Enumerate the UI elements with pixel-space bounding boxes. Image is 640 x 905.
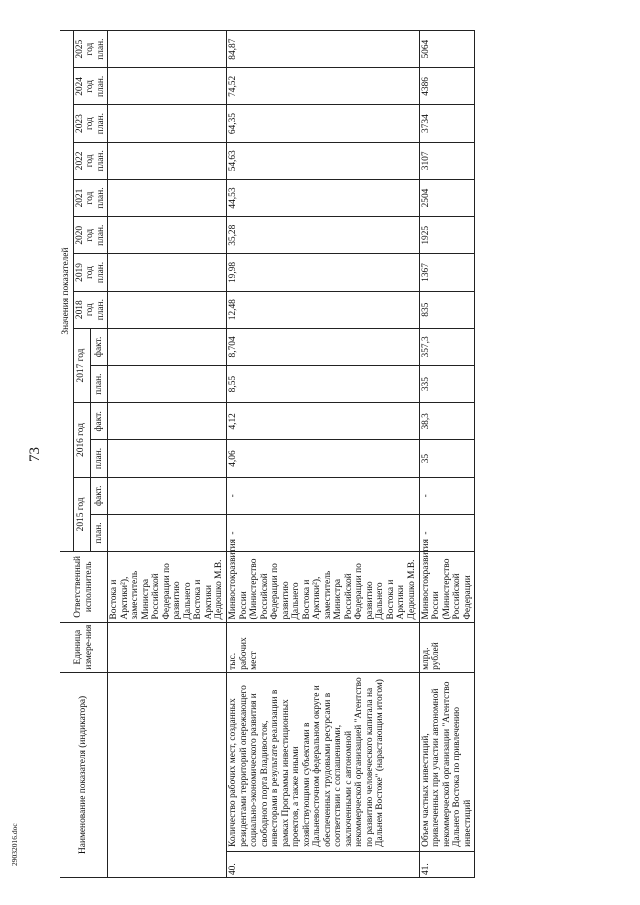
indicator-unit: тыс. рабочих мест: [226, 622, 419, 672]
value-2015-plan: -: [419, 514, 475, 551]
header-responsible: Ответственный исполнитель: [60, 552, 108, 622]
value-2016-fact: 38,3: [419, 403, 475, 440]
value-2018-plan: 12,48: [226, 291, 419, 328]
value-2016-plan: 35: [419, 440, 475, 477]
header-2016-fact: факт.: [90, 403, 107, 440]
header-year-2017: 2017 год: [73, 328, 90, 402]
indicators-table: [60, 30, 475, 878]
value-2024-plan: 4386: [419, 68, 475, 105]
value-2015-fact: -: [419, 477, 475, 514]
row-number: 41.: [419, 851, 475, 877]
rotated-table-area: [60, 30, 588, 878]
value-2015-fact: -: [226, 477, 419, 514]
header-2016-plan: план.: [90, 440, 107, 477]
continuation-row: [108, 31, 227, 878]
header-2017-fact: факт.: [90, 328, 107, 365]
continuation-responsible: Востока и Арктики²), заместитель Министра Российской Федерации по развитию Дальнего Востока и Арктики Дедюшко М.В.: [108, 552, 227, 622]
footer-doc-code: 29032016.doc: [10, 823, 19, 866]
value-2025-plan: 5064: [419, 31, 475, 68]
value-2024-plan: 74,52: [226, 68, 419, 105]
value-2025-plan: 84,87: [226, 31, 419, 68]
value-2016-plan: 4,06: [226, 440, 419, 477]
value-2021-plan: 2504: [419, 179, 475, 216]
value-2022-plan: 3107: [419, 142, 475, 179]
header-name: Наименование показателя (индикатора): [60, 672, 108, 877]
value-2023-plan: 3734: [419, 105, 475, 142]
indicator-name: Объем частных инвестиций, привлеченных при участии автономной некоммерческой организации "Агентство Дальнего Востока по привлечению инвестиций: [419, 672, 475, 851]
value-2015-plan: -: [226, 514, 419, 551]
header-2017-plan: план.: [90, 366, 107, 403]
value-2023-plan: 64,35: [226, 105, 419, 142]
indicator-responsible: Минвостокразвития России (Министерство Российской Федерации: [419, 552, 475, 622]
header-year-2015: 2015 год: [73, 477, 90, 551]
header-year-2022: 2022 год план.: [73, 142, 108, 179]
table-row-41: [419, 31, 475, 878]
header-year-2018: 2018 год план.: [73, 291, 108, 328]
header-year-2025: 2025 год план.: [73, 31, 108, 68]
indicator-name: Количество рабочих мест, созданных резидентами территорий опережающего социально-экономического развития и свободного порта Владивосток, инвесторами в результате реализации в рамках Программы инвестиционных проектов, а также иными хозяйствующими субъектами в Дальневосточном федеральном округе и обеспеченных трудовыми ресурсами в соответствии с соглашениями, заключенными с автономной некоммерческой организацией "Агентство по развитию человеческого капитала на Дальнем Востоке" (нарастающим итогом): [226, 672, 419, 851]
value-2022-plan: 54,63: [226, 142, 419, 179]
header-2015-plan: план.: [90, 514, 107, 551]
value-2017-fact: 357,3: [419, 328, 475, 365]
row-number: 40.: [226, 851, 419, 877]
value-2021-plan: 44,53: [226, 179, 419, 216]
value-2017-fact: 8,704: [226, 328, 419, 365]
page-number: 73: [27, 447, 43, 462]
value-2019-plan: 1367: [419, 254, 475, 291]
header-year-2020: 2020 год план.: [73, 217, 108, 254]
value-2020-plan: 1925: [419, 217, 475, 254]
indicator-unit: млрд. рублей: [419, 622, 475, 672]
value-2016-fact: 4,12: [226, 403, 419, 440]
header-year-2024: 2024 год план.: [73, 68, 108, 105]
header-year-2019: 2019 год план.: [73, 254, 108, 291]
header-values-group: Значения показателей: [60, 31, 73, 552]
indicator-responsible: Минвостокразвития России (Министерство Российской Федерации по развитию Дальнего Востока и Арктики²), заместитель Министра Российской Федерации по развитию Дальнего Востока и Арктики Дедюшко М.В.: [226, 552, 419, 622]
value-2017-plan: 335: [419, 366, 475, 403]
header-year-2021: 2021 год план.: [73, 179, 108, 216]
value-2020-plan: 35,28: [226, 217, 419, 254]
table-row-40: [226, 31, 419, 878]
value-2019-plan: 19,98: [226, 254, 419, 291]
value-2018-plan: 835: [419, 291, 475, 328]
header-year-2016: 2016 год: [73, 403, 90, 477]
value-2017-plan: 8,55: [226, 366, 419, 403]
header-unit: Единица измере-ния: [60, 622, 108, 672]
header-year-2023: 2023 год план.: [73, 105, 108, 142]
header-2015-fact: факт.: [90, 477, 107, 514]
